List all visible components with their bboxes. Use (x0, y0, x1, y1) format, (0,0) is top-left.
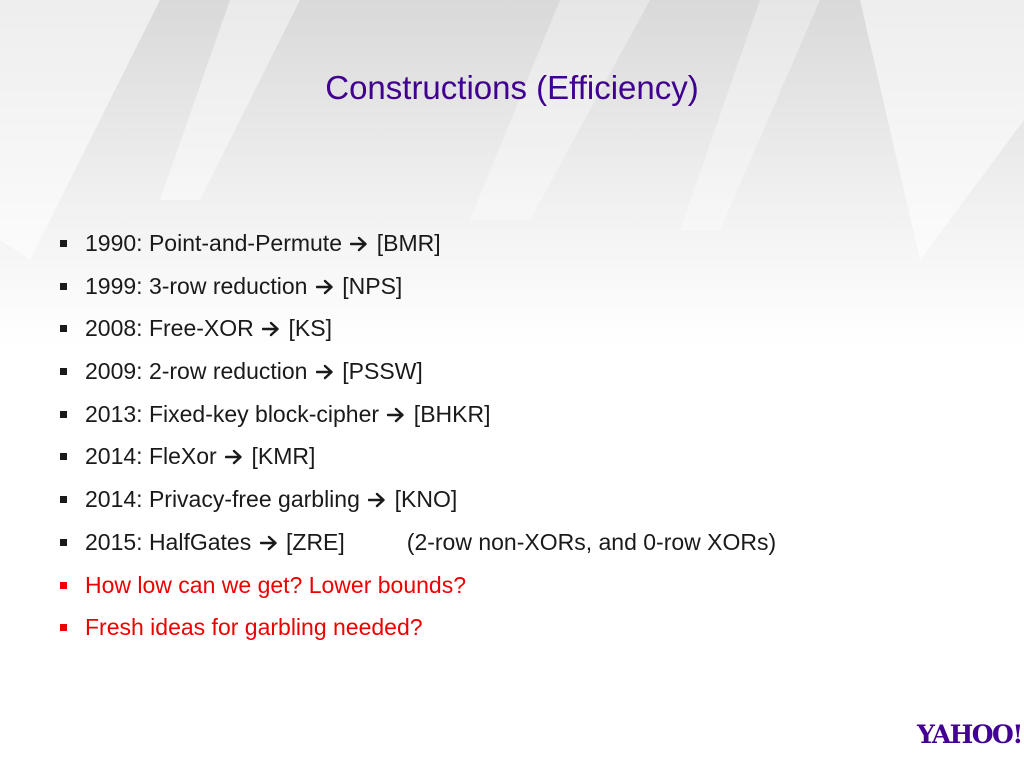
bullet-text: 2013: Fixed-key block-cipher (85, 400, 386, 427)
bullet-text: 2015: HalfGates (85, 528, 258, 555)
bullet-citation: [NPS] (335, 272, 403, 299)
bullet-text: 2009: 2-row reduction (85, 358, 314, 385)
bullet-item (60, 222, 776, 265)
square-bullet-icon (60, 283, 67, 290)
bullet-item (60, 350, 776, 393)
square-bullet-icon (60, 539, 67, 546)
bullet-item (60, 393, 776, 436)
yahoo-logo: YAHOO! (917, 720, 1022, 749)
bullet-text: 1990: Point-and-Permute (85, 230, 349, 256)
bullet-item (60, 478, 776, 521)
bullet-text: 1999: 3-row reduction (85, 272, 314, 299)
square-bullet-icon (60, 325, 67, 332)
bullet-note: (2-row non-XORs, and 0-row XORs) (406, 528, 777, 555)
bullet-item (60, 606, 776, 649)
bullet-citation: [BHKR] (407, 400, 491, 427)
bullet-citation: [KS] (282, 315, 332, 342)
bullet-item (60, 435, 776, 478)
bullet-text: 2008: Free-XOR (85, 315, 261, 342)
right-arrow-icon (262, 321, 280, 337)
square-bullet-icon (60, 453, 67, 460)
right-arrow-icon (387, 407, 405, 423)
bullet-item (60, 521, 776, 564)
square-bullet-icon (60, 368, 67, 375)
slide-title: Constructions (Efficiency) (325, 69, 699, 106)
bullet-text: 2014: Privacy-free garbling (85, 486, 367, 513)
bullet-text: Fresh ideas for garbling needed? (85, 614, 423, 641)
right-arrow-icon (316, 364, 334, 380)
bullet-item (60, 265, 776, 308)
bullet-item (60, 564, 776, 607)
square-bullet-icon (60, 582, 67, 589)
square-bullet-icon (60, 496, 67, 503)
bullet-item (60, 307, 776, 350)
bullet-citation: [BMR] (370, 230, 441, 256)
square-bullet-icon (60, 411, 67, 418)
right-arrow-icon (316, 279, 334, 295)
bullet-citation: [PSSW] (335, 358, 423, 385)
right-arrow-icon (260, 535, 278, 551)
bullet-citation: [KNO] (388, 486, 458, 513)
right-arrow-icon (368, 492, 386, 508)
bullet-list (60, 222, 776, 649)
right-arrow-icon (225, 449, 243, 465)
bullet-text: 2014: FleXor (85, 443, 224, 470)
bullet-citation: [KMR] (245, 443, 316, 470)
square-bullet-icon (60, 624, 67, 631)
bullet-citation: [ZRE] (279, 528, 345, 555)
bullet-text: How low can we get? Lower bounds? (85, 571, 467, 598)
square-bullet-icon (60, 240, 67, 247)
right-arrow-icon (350, 236, 368, 252)
